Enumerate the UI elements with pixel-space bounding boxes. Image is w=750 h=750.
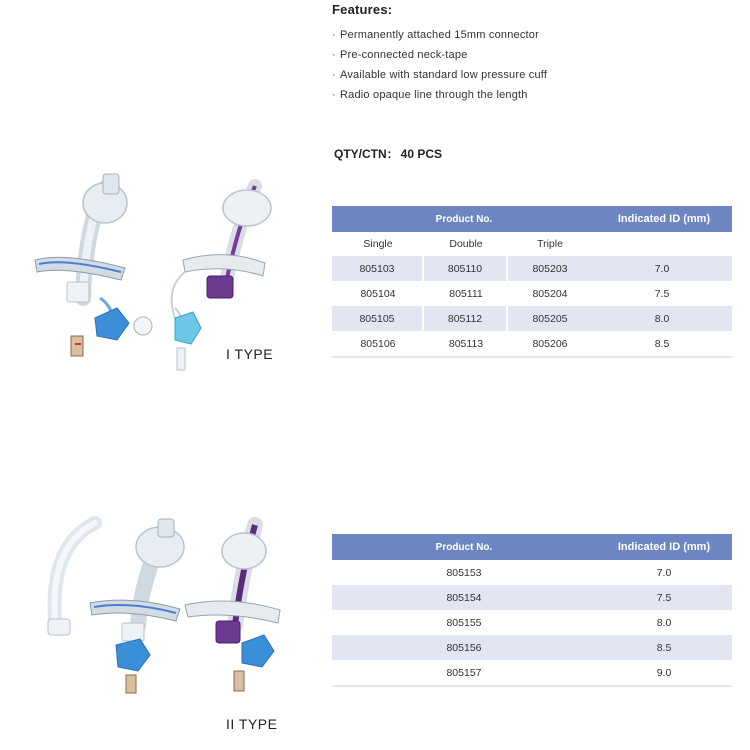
- table-header: [332, 206, 732, 232]
- cell-product-no: 805153: [446, 566, 482, 579]
- cell-id: 7.0: [654, 262, 670, 275]
- type2-label: II TYPE: [226, 716, 278, 732]
- features-section: [332, 2, 732, 105]
- header-indicated-id: Indicated ID (mm): [617, 213, 711, 225]
- cell-id: 9.0: [656, 666, 672, 679]
- cell-single: 805104: [360, 287, 396, 300]
- cell-id: 8.5: [656, 641, 672, 654]
- qty-value: 40 PCS: [400, 147, 443, 161]
- table-row: [332, 560, 732, 585]
- cell-id: 7.0: [656, 566, 672, 579]
- cell-id: 8.0: [654, 312, 670, 325]
- qty-per-carton: [332, 145, 442, 162]
- feature-item: · Pre-connected neck-tape: [332, 45, 732, 65]
- table-row: [332, 256, 732, 281]
- tube-clear-cuffed: [90, 519, 184, 693]
- cell-single: 805106: [360, 337, 396, 350]
- subheader-single: Single: [363, 238, 393, 250]
- type1-product-table: [332, 206, 732, 358]
- subheader-double: Double: [449, 238, 483, 250]
- cell-id: 8.0: [656, 616, 672, 629]
- cell-id: 7.5: [654, 287, 670, 300]
- table-row: [332, 660, 732, 685]
- cell-product-no: 805154: [446, 591, 482, 604]
- table-row: [332, 331, 732, 356]
- cell-triple: 805206: [532, 337, 568, 350]
- cell-single: 805105: [332, 306, 424, 331]
- cell-product-no: 805155: [446, 616, 482, 629]
- inner-cannula-curved: [48, 523, 95, 635]
- cell-triple: 805204: [532, 287, 568, 300]
- cell-double: 805111: [449, 287, 483, 300]
- table-row: [332, 585, 732, 610]
- header-product-no: Product No.: [435, 541, 493, 553]
- feature-item: · Permanently attached 15mm connector: [332, 25, 732, 45]
- subheader-triple: Triple: [537, 238, 563, 250]
- table-bottom-rule: [332, 685, 732, 687]
- tube-with-inner-cannula: [134, 186, 274, 370]
- type1-label: I TYPE: [226, 346, 274, 362]
- qty-label: QTY/CTN：: [334, 147, 399, 161]
- table-bottom-rule: [332, 356, 732, 358]
- table-row: [332, 281, 732, 306]
- type1-tracheostomy-tube-image: [25, 168, 325, 383]
- cell-product-no: 805157: [446, 666, 482, 679]
- cell-double: 805113: [448, 337, 484, 350]
- tube-single-cannula: [35, 174, 129, 356]
- cell-single: 805103: [332, 256, 424, 281]
- cell-id: 8.5: [654, 337, 670, 350]
- feature-item: · Available with standard low pressure cuff: [332, 65, 732, 85]
- table-row: [332, 610, 732, 635]
- table-subheader: [332, 232, 732, 256]
- table-row: [332, 306, 732, 331]
- cell-triple: 805205: [532, 312, 568, 325]
- header-indicated-id: Indicated ID (mm): [617, 541, 711, 553]
- type2-product-table: [332, 534, 732, 687]
- cell-double: 805112: [424, 306, 508, 331]
- type2-tracheostomy-tube-image: [30, 515, 330, 710]
- header-product-no: Product No.: [435, 213, 493, 225]
- table-header: [332, 534, 732, 560]
- features-list: [332, 25, 732, 105]
- features-title: Features:: [332, 2, 393, 17]
- cell-triple: 805203: [532, 262, 568, 275]
- table-row: [332, 635, 732, 660]
- cell-id: 7.5: [656, 591, 672, 604]
- cell-product-no: 805156: [446, 641, 482, 654]
- cell-double: 805110: [424, 256, 508, 281]
- tube-purple-cannula: [185, 525, 280, 691]
- feature-item: · Radio opaque line through the length: [332, 85, 732, 105]
